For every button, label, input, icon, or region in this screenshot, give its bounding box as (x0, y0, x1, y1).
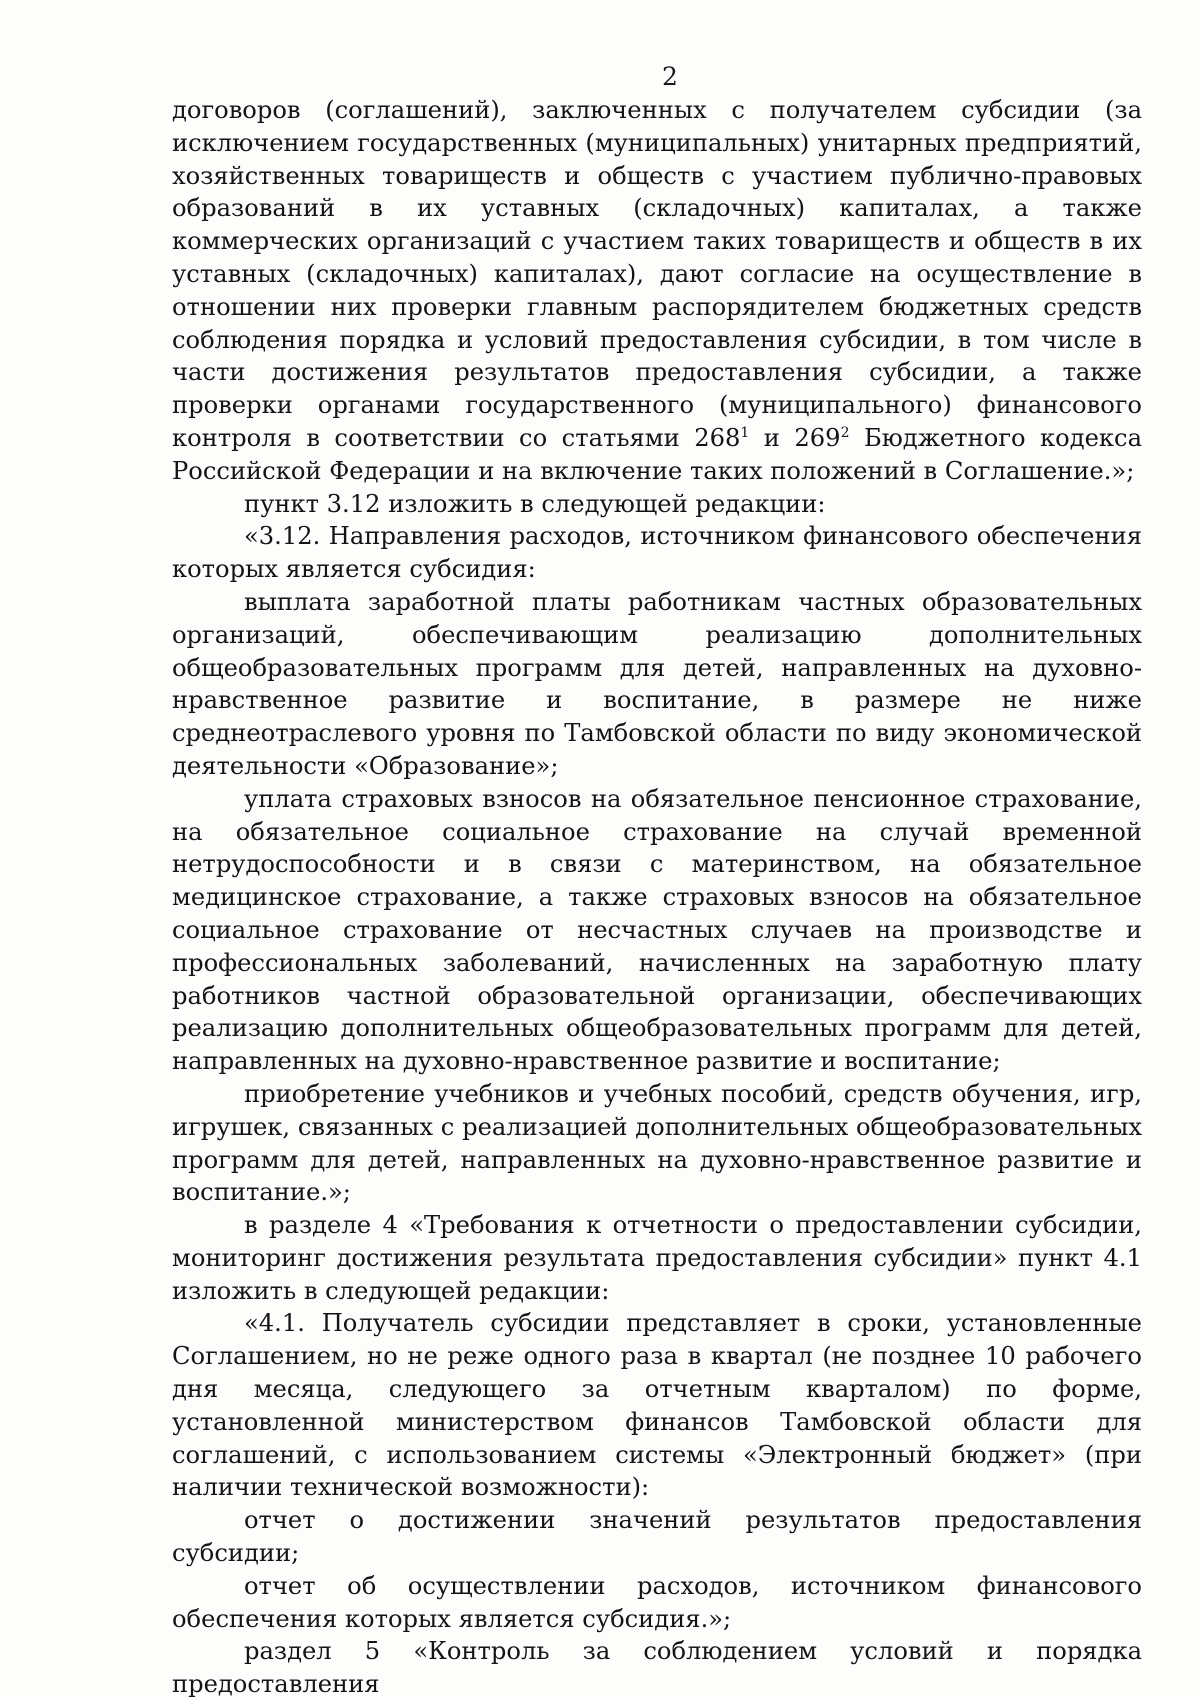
superscript-1: 1 (740, 424, 750, 441)
paragraph-5: уплата страховых взносов на обязательное пенсионное страхование, на обязательное социальное страхование на случай временной нетрудоспособности и в связи с материнством, на обязательное медицинское страхование, а также страховых взносов на обязательное социальное страхование от несчастных случаев на производстве и профессиональных заболеваний, начисленных на заработную плату работников частной образовательной организации, обеспечивающих реализацию дополнительных общеобразовательных программ для детей, направленных на духовно-нравственное развитие и воспитание; (172, 784, 1142, 1076)
superscript-2: 2 (840, 424, 850, 441)
paragraph-1-text-c: Бюджетного кодекса Российской Федерации и на включение таких положений в Соглашение.»; (172, 423, 1143, 485)
document-body (172, 94, 1142, 1701)
paragraph-6: приобретение учебников и учебных пособий, средств обучения, игр, игрушек, связанных с реализацией дополнительных общеобразовательных программ для детей, направленных на духовно-нравственное развитие и воспитание.»; (172, 1079, 1142, 1207)
paragraph-10: отчет об осуществлении расходов, источником финансового обеспечения которых является субсидия.»; (172, 1571, 1142, 1633)
paragraph-1-text-a: договоров (соглашений), заключенных с получателем субсидии (за исключением государственных (муниципальных) унитарных предприятий, хозяйственных товариществ и обществ с участием публично-правовых образований в их уставных (складочных) капиталах, а также коммерческих организаций с участием таких товариществ и обществ в их уставных (складочных) капиталах), дают согласие на осуществление в отношении них проверки главным распорядителем бюджетных средств соблюдения порядка и условий предоставления субсидии, в том числе в части достижения результатов предоставления субсидии, а также проверки органами государственного (муниципального) финансового контроля в соответствии со статьями 268 (172, 96, 1142, 452)
paragraph-2: пункт 3.12 изложить в следующей редакции: (244, 489, 826, 518)
paragraph-1 (172, 94, 1142, 488)
paragraph-3: «3.12. Направления расходов, источником финансового обеспечения которых является субсидия: (172, 522, 1142, 584)
paragraph-1-text-b: и 269 (749, 423, 841, 452)
paragraph-11: раздел 5 «Контроль за соблюдением условий и порядка предоставления (172, 1637, 1142, 1699)
paragraph-7: в разделе 4 «Требования к отчетности о предоставлении субсидии, мониторинг достижения результата предоставления субсидии» пункт 4.1 изложить в следующей редакции: (172, 1211, 1142, 1305)
paragraph-8: «4.1. Получатель субсидии представляет в сроки, установленные Соглашением, но не реже одного раза в квартал (не позднее 10 рабочего дня месяца, следующего за отчетным кварталом) по форме, установленной министерством финансов Тамбовской области для соглашений, с использованием системы «Электронный бюджет» (при наличии технической возможности): (172, 1309, 1142, 1502)
paragraph-9: отчет о достижении значений результатов предоставления субсидии; (172, 1506, 1142, 1568)
page-number: 2 (662, 62, 678, 91)
paragraph-4: выплата заработной платы работникам частных образовательных организаций, обеспечивающим реализацию дополнительных общеобразовательных программ для детей, направленных на духовно-нравственное развитие и воспитание, в размере не ниже среднеотраслевого уровня по Тамбовской области по виду экономической деятельности «Образование»; (172, 587, 1142, 780)
